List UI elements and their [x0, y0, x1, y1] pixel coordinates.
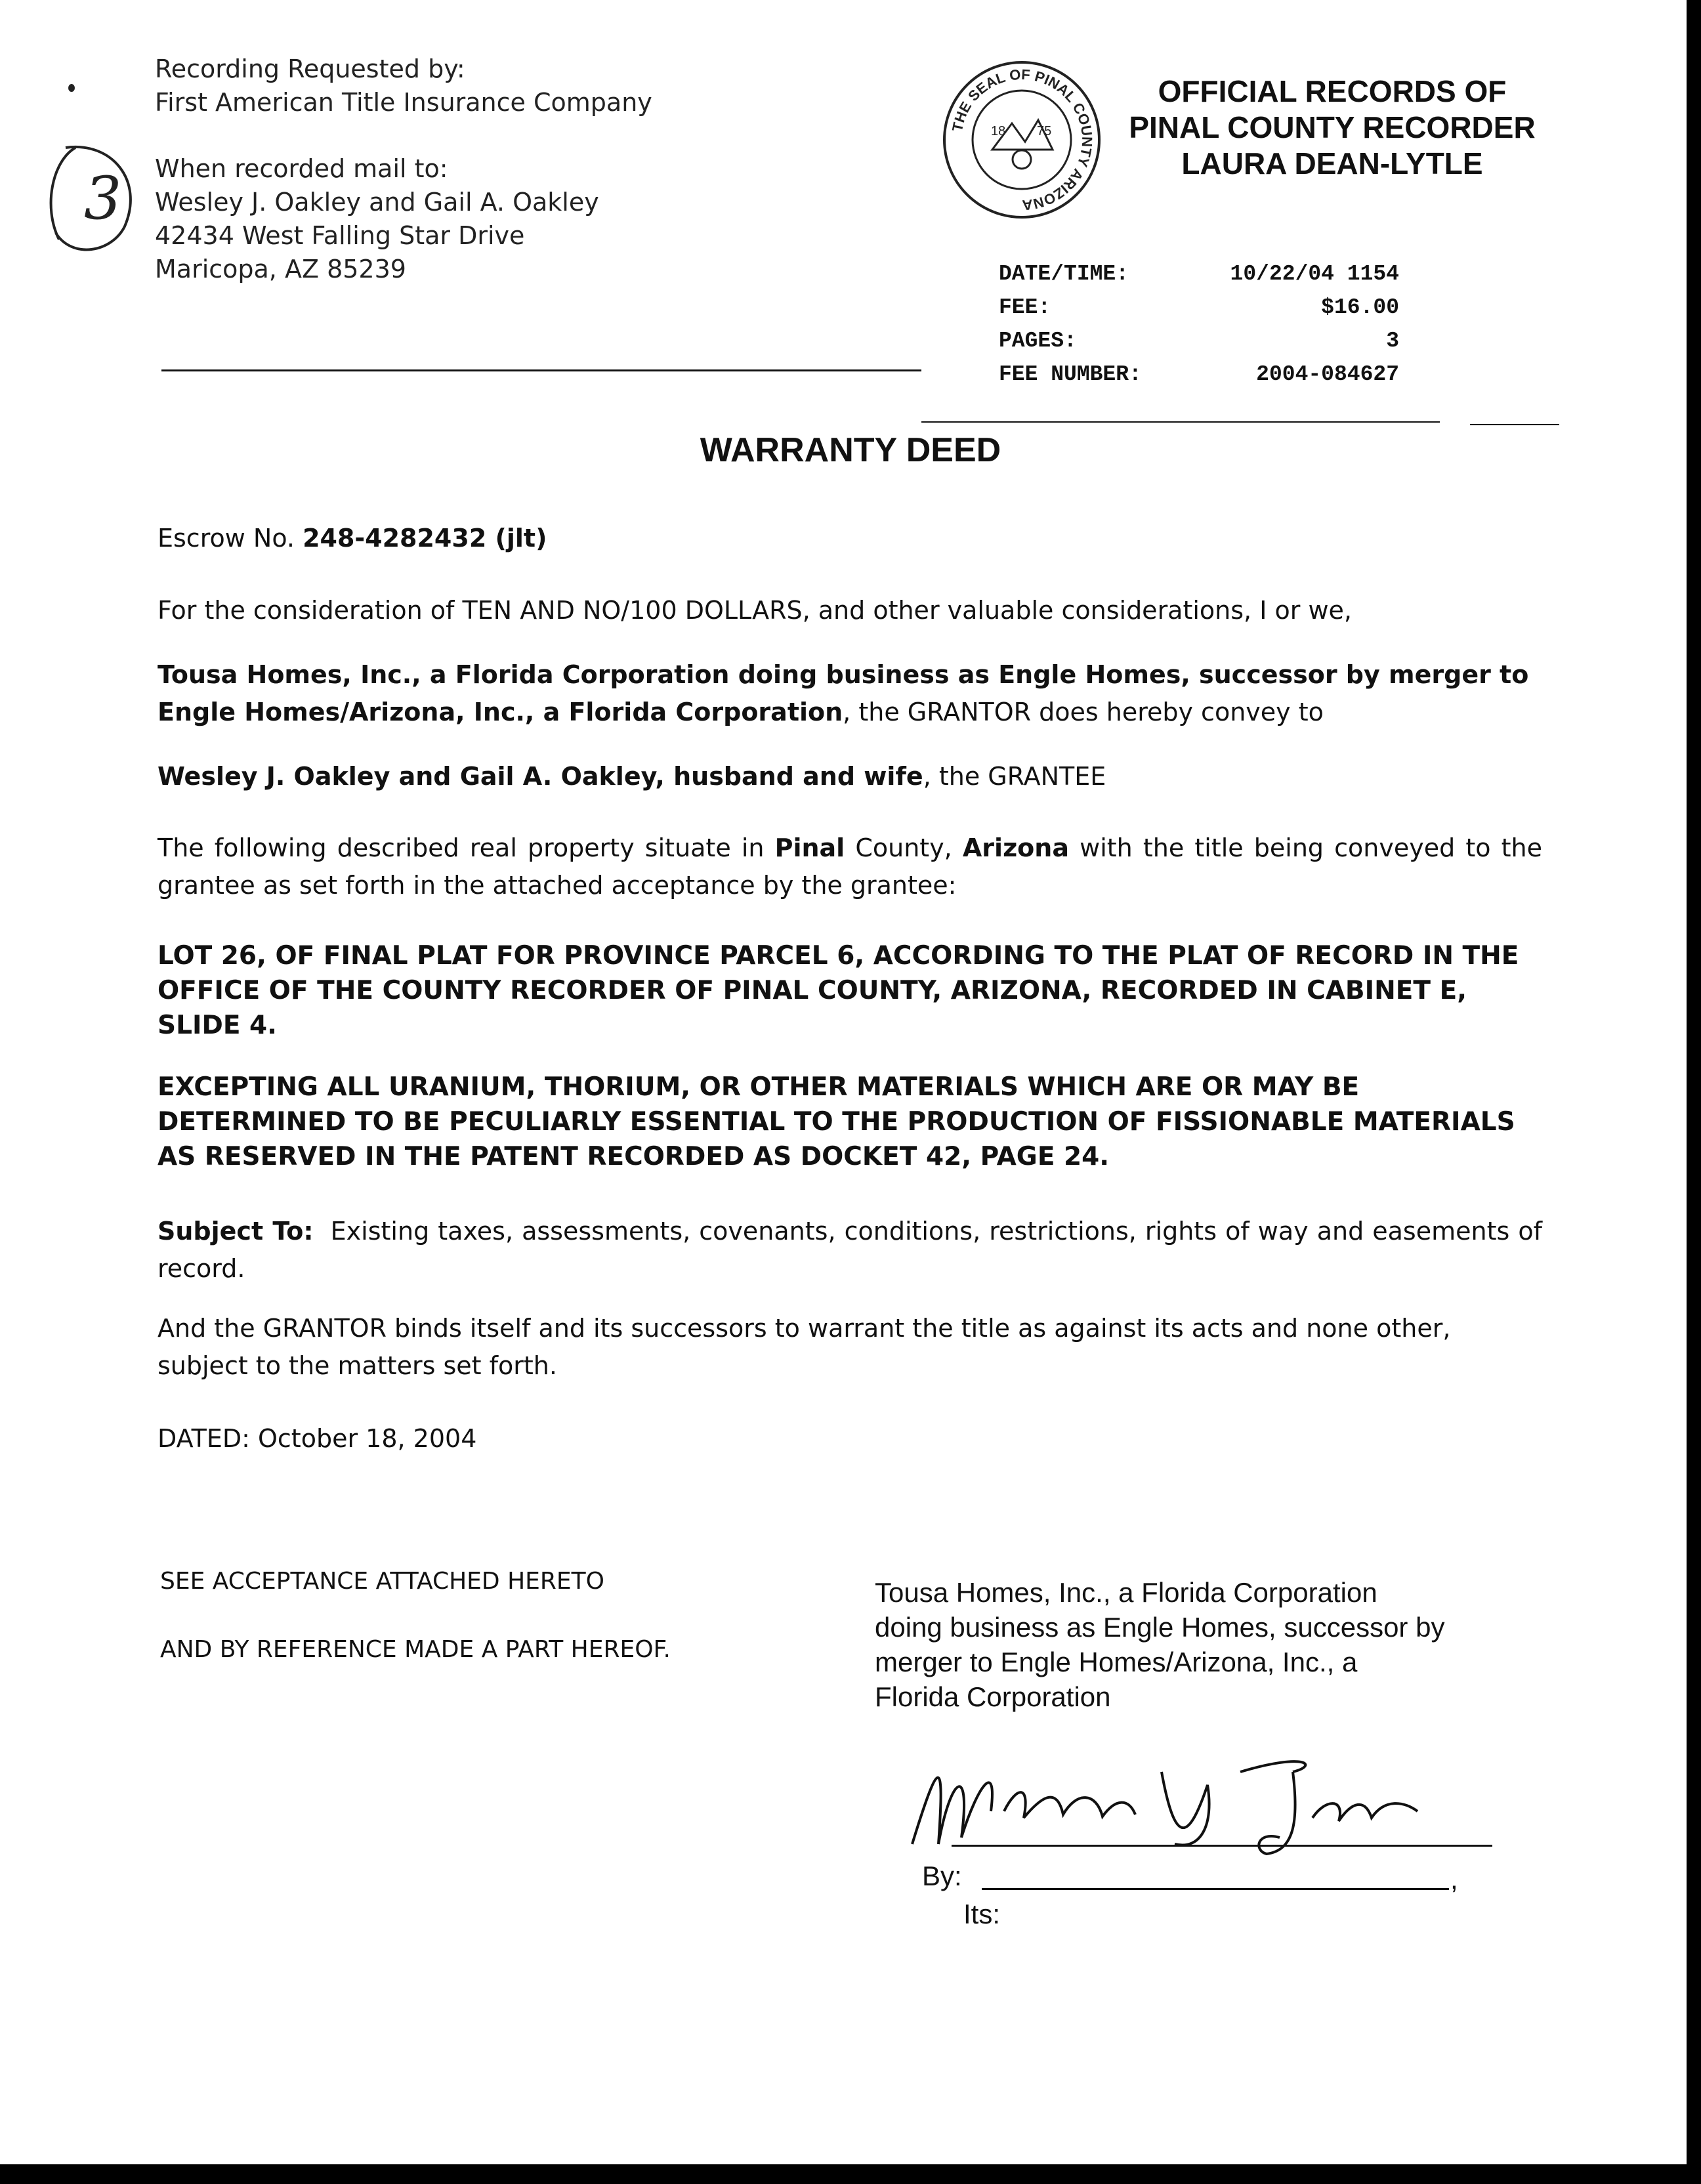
- dated-line: [158, 1420, 1542, 1458]
- recording-row: [999, 324, 1399, 358]
- dated-text: DATED: October 18, 2004: [158, 1424, 477, 1453]
- consideration-paragraph: [158, 592, 1542, 629]
- county-seal: [940, 58, 1104, 222]
- legal-description: [158, 938, 1529, 1043]
- mail-to-label: When recorded mail to:: [155, 154, 448, 183]
- scan-border-bottom: [0, 2164, 1701, 2184]
- recording-row-label: FEE:: [999, 295, 1051, 320]
- acceptance-line1: SEE ACCEPTANCE ATTACHED HERETO: [160, 1568, 604, 1595]
- grantee-paragraph: [158, 758, 1542, 795]
- subject-to-label: Subject To:: [158, 1217, 314, 1246]
- warrant-paragraph: [158, 1310, 1542, 1385]
- escrow-number: 248-4282432 (jlt): [303, 524, 547, 553]
- entity-line3: merger to Engle Homes/Arizona, Inc., a: [875, 1647, 1358, 1677]
- header-rule-left: [161, 369, 921, 371]
- escrow-line: [158, 520, 1542, 557]
- seal-year-left: 18: [991, 124, 1006, 138]
- handwritten-circled-number: [39, 135, 144, 266]
- mail-to-street: 42434 West Falling Star Drive: [155, 221, 525, 250]
- signing-entity: [875, 1575, 1538, 1714]
- header-rule-right-end: [1470, 424, 1559, 425]
- recorder-line1: OFFICIAL RECORDS OF: [1158, 74, 1507, 108]
- signature-top-rule: [952, 1845, 1492, 1847]
- property-post: with the title being conveyed to the grantee as set forth in the attached acceptance by the grantee:: [158, 833, 1542, 900]
- its-label: Its:: [963, 1899, 1001, 1929]
- acceptance-note-2: [160, 1633, 671, 1667]
- recording-row-value: 3: [1386, 329, 1399, 353]
- property-county: Pinal: [774, 833, 845, 862]
- legal-exception-text: EXCEPTING ALL URANIUM, THORIUM, OR OTHER MATERIALS WHICH ARE OR MAY BE DETERMINED TO BE PECULIARLY ESSENTIAL TO THE PRODUCTION OF FISSIONABLE MATERIALS AS RESERVED IN THE PATENT RECORDED AS DOCKET 42, PAGE 24.: [158, 1072, 1515, 1171]
- by-line-comma: ,: [1450, 1864, 1458, 1895]
- recording-row-value: 10/22/04 1154: [1230, 262, 1399, 286]
- recording-row-label: DATE/TIME:: [999, 262, 1129, 286]
- mail-to-names: Wesley J. Oakley and Gail A. Oakley: [155, 188, 599, 217]
- recording-info: [155, 52, 652, 286]
- mail-to-city: Maricopa, AZ 85239: [155, 255, 406, 284]
- entity-line1: Tousa Homes, Inc., a Florida Corporation: [875, 1577, 1377, 1608]
- recording-requested-by: First American Title Insurance Company: [155, 88, 652, 117]
- grantee-suffix: , the GRANTEE: [923, 762, 1106, 791]
- recording-requested-label: Recording Requested by:: [155, 54, 465, 83]
- stray-mark: [68, 84, 75, 92]
- acceptance-line2: AND BY REFERENCE MADE A PART HEREOF.: [160, 1636, 671, 1663]
- legal-exception: [158, 1070, 1529, 1174]
- property-pre: The following described real property situate in: [158, 833, 775, 862]
- property-mid: County,: [845, 833, 963, 862]
- document-title: WARRANTY DEED: [700, 431, 1001, 469]
- recording-row-label: PAGES:: [999, 329, 1077, 353]
- legal-description-lot: LOT 26, OF FINAL PLAT FOR PROVINCE PARCEL 6, ACCORDING TO THE PLAT OF RECORD IN THE OFFICE OF THE COUNTY RECORDER OF PINAL COUNTY, ARIZONA, RECORDED IN CABINET E, SLIDE 4.: [158, 941, 1519, 1040]
- escrow-label: Escrow No.: [158, 524, 295, 553]
- recording-row-label: FEE NUMBER:: [999, 362, 1142, 387]
- recording-row: [999, 257, 1399, 291]
- recorder-line2: PINAL COUNTY RECORDER: [1129, 110, 1536, 144]
- grantor-name: Tousa Homes, Inc., a Florida Corporation doing business as Engle Homes, successor by merger to Engle Homes/Arizona, Inc., a Florida Corporation: [158, 660, 1529, 726]
- by-signature-line: [982, 1888, 1449, 1890]
- recording-row-value: 2004-084627: [1256, 362, 1399, 387]
- entity-line2: doing business as Engle Homes, successor by: [875, 1612, 1445, 1643]
- subject-to-text: Existing taxes, assessments, covenants, conditions, restrictions, rights of way and easements of record.: [158, 1217, 1542, 1283]
- recording-row: [999, 358, 1399, 391]
- recording-details: [999, 257, 1399, 391]
- grantor-suffix: , the GRANTOR does hereby convey to: [843, 698, 1324, 726]
- warrant-text: And the GRANTOR binds itself and its successors to warrant the title as against its acts and none other, subject to the matters set forth.: [158, 1314, 1451, 1380]
- entity-line4: Florida Corporation: [875, 1681, 1111, 1712]
- handwritten-mark: 3: [84, 164, 122, 233]
- scan-border-right: [1687, 0, 1701, 2184]
- property-paragraph: [158, 830, 1542, 904]
- grantee-name: Wesley J. Oakley and Gail A. Oakley, husband and wife: [158, 762, 923, 791]
- recording-row: [999, 291, 1399, 324]
- acceptance-note: [160, 1564, 604, 1599]
- property-state: Arizona: [962, 833, 1069, 862]
- seal-ring-text: THE SEAL OF PINAL COUNTY ARIZONA: [948, 66, 1096, 214]
- recorder-line3: LAURA DEAN-LYTLE: [1181, 146, 1483, 180]
- seal-year-right: 75: [1037, 124, 1052, 138]
- grantor-paragraph: [158, 656, 1542, 731]
- by-label: By:: [922, 1860, 962, 1891]
- recording-row-value: $16.00: [1321, 295, 1399, 320]
- handwritten-signature: [899, 1746, 1437, 1857]
- header-rule-right: [921, 421, 1440, 423]
- subject-to-paragraph: [158, 1213, 1542, 1288]
- recorder-heading: [1116, 74, 1549, 182]
- consideration-text: For the consideration of TEN AND NO/100 DOLLARS, and other valuable considerations, I or we,: [158, 596, 1352, 625]
